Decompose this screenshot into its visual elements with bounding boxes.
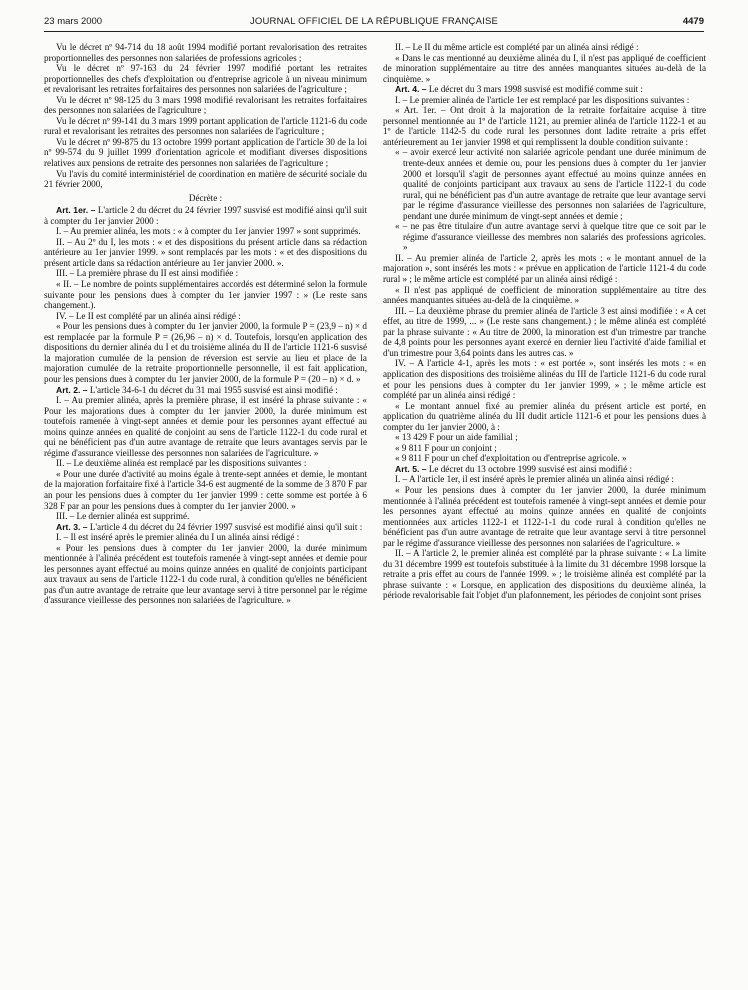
quoted-paragraph: « Pour les pensions dues à compter du 1er janvier 2000, la durée minimum mentionnée à l'alinéa précédent est toutefois ramenée à vingt-sept années et demie pour les personnes ayant effectué au moins quinze années en qualité de conjoints participant aux travaux au sens de l'article 1122-1 du code rural, à condition qu'elles ne bénéficient pas d'un autre avantage de retraite que leur avantage servi à titre personnel par le régime d'assurance vieillesse des personnes non salariées de l'agriculture. » bbox=[44, 542, 367, 606]
header-rule bbox=[44, 31, 704, 32]
quoted-paragraph: « Art. 1er. – Ont droit à la majoration de la retraite forfaitaire acquise à titre personnel mentionnée au 1º de l'article 1121, au premier alinéa de l'article 1122-1 et au 1º de l'article 1142-5 du code rural les personnes dont ladite retraite a pris effet antérieurement au 1er janvier 1998 et qui remplissent la double condition suivante : bbox=[383, 105, 706, 147]
quoted-paragraph: « Dans le cas mentionné au deuxième alinéa du I, il n'est pas appliqué de coefficient de minoration supplémentaire au titre des années manquantes situées au-delà de la cinquième. » bbox=[383, 52, 706, 84]
page-header bbox=[44, 16, 704, 30]
quoted-paragraph: « Pour les pensions dues à compter du 1er janvier 2000, la durée minimum mentionnée à l'alinéa précédent est toutefois ramenée à vingt-sept années et demie pour les personnes ayant effectué au moins quinze années en qualité de conjoints mentionnées aux articles 1122-1 et 1122-1-1 du code rural à condition qu'elles ne bénéficient pas d'un autre avantage de retraite que leur avantage servi à titre personnel par le régime d'assurance vieillesse des personnes non salariées de l'agriculture. » bbox=[383, 484, 706, 548]
decrete-heading: Décrète : bbox=[188, 192, 223, 203]
clause-paragraph: II. – Au 2º du I, les mots : « et des dispositions du présent article dans sa rédaction antérieure au 1er janvier 1999. » sont remplacés par les mots : « et des dispositions du présent article dans sa rédaction antérieure au 1er janvier 2000. ». bbox=[44, 236, 367, 268]
quoted-paragraph: « Pour les pensions dues à compter du 1er janvier 2000, la formule P = (23,9 – n) × d est remplacée par la formule P = (26,96 – n) × d. Toutefois, lorsqu'en application des dispositions du dernier alinéa du I et du troisième alinéa du II de l'article 1121-6 susvisé la majoration cumulée de la pension de réversion est servie au lieu et place de la majoration cumulée de la retraite proportionnelle personnelle, il est fait application, pour les pensions dues à compter du 1er janvier 2000, de la formule P = (20 – n) × d. » bbox=[44, 321, 367, 384]
article-3 bbox=[44, 522, 367, 533]
clause-paragraph: I. – Il est inséré après le premier alinéa du I un alinéa ainsi rédigé : bbox=[56, 532, 300, 543]
amount-line: « 9 811 F pour un chef d'exploitation ou d'entreprise agricole. » bbox=[395, 453, 627, 464]
header-journal-title: JOURNAL OFFICIEL DE LA RÉPUBLIQUE FRANÇAISE bbox=[249, 16, 499, 27]
clause-paragraph: IV. – A l'article 4-1, après les mots : « est portée », sont insérés les mots : « en application des dispositions des troisième alinéas du III de l'article 1121-6 du code rural et pour les pensions dues à compter du 1er janvier 1999, » ; le même article est complété par un alinéa ainsi rédigé : bbox=[383, 358, 706, 401]
article-2 bbox=[44, 385, 367, 396]
article-label: Art. 2. – bbox=[56, 384, 88, 395]
clause-paragraph: II. – Au premier alinéa de l'article 2, après les mots : « le montant annuel de la majoration », sont insérés les mots : « prévue en application de l'article 1121-4 du code rural » ; le même article est complété par un alinéa ainsi rédigé : bbox=[383, 252, 706, 285]
article-label: Art. 5. – bbox=[395, 463, 427, 474]
visa-paragraph: Vu l'avis du comité interministériel de coordination en matière de sécurité sociale du 21 février 2000, bbox=[44, 168, 367, 190]
visa-paragraph: Vu le décret nº 99-875 du 13 octobre 1999 portant application de l'article 30 de la loi nº 99-574 du 9 juillet 1999 d'orientation agricole et modifiant diverses dispositions relatives aux pensions de retraite des personnes non salariées de l'agriculture ; bbox=[44, 136, 367, 169]
visa-paragraph: Vu le décret nº 98-125 du 3 mars 1998 modifié revalorisant les retraites forfaitaires des personnes non salariées de l'agriculture ; bbox=[44, 94, 367, 116]
clause-paragraph: I. – Au premier alinéa, les mots : « à compter du 1er janvier 1997 » sont supprimés. bbox=[56, 226, 361, 237]
article-label: Art. 3. – bbox=[56, 521, 88, 532]
article-5 bbox=[383, 464, 706, 475]
clause-paragraph: II. – Le II du même article est complété par un alinéa ainsi rédigé : bbox=[395, 42, 639, 52]
header-page-number: 4479 bbox=[682, 16, 704, 27]
clause-paragraph: I. – A l'article 1er, il est inséré après le premier alinéa un alinéa ainsi rédigé : bbox=[395, 474, 674, 485]
clause-paragraph: III. – La deuxième phrase du premier alinéa de l'article 3 est ainsi modifiée : « A cet effet, au titre de 1999, ... » (Le reste sans changement.) ; le même alinéa est complété par la phrase suivante : « Au titre de 2000, la minoration est d'un trimestre par tranche de 4,8 points pour les personnes ayant exercé en dernier lieu l'activité d'aide familial et d'un trimestre pour 3,64 points dans les autres cas. » bbox=[383, 305, 706, 358]
left-column bbox=[44, 42, 367, 606]
bullet-item: « – avoir exercé leur activité non salariée agricole pendant une durée minimum de trente-deux années et demie ou, pour les pensions dues à compter du 1er janvier 2000 et lorsqu'il s'agit de personnes ayant effectué au moins quinze années en qualité de conjoints participant aux travaux au sens de l'article 1122-1 du code rural, qui ne bénéficient pas d'un autre avantage de retraite que leur avantage servi par le régime d'assurance vieillesse des personnes non salariées de l'agriculture, pendant une durée minimum de vingt-sept années et demie ; bbox=[395, 147, 706, 221]
visa-paragraph: Vu le décret nº 99-141 du 3 mars 1999 portant application de l'article 1121-6 du code rural et revalorisant les retraites des personnes non salariées de l'agriculture ; bbox=[44, 115, 367, 137]
header-date: 23 mars 2000 bbox=[44, 16, 103, 27]
quoted-paragraph: « Le montant annuel fixé au premier alinéa du présent article est porté, en application du quatrième alinéa du III dudit article 1121-6 et pour les pensions dues à compter du 1er janvier 2000, à : bbox=[383, 400, 706, 432]
right-column bbox=[383, 42, 706, 601]
visa-paragraph: Vu le décret nº 97-163 du 24 février 1997 modifié portant les retraites proportionnelles des chefs d'exploitation ou d'entreprise agricole à un niveau minimum et revalorisant les retraites forfaitaires des personnes non salariées de l'agriculture ; bbox=[44, 63, 367, 95]
clause-paragraph: II. – Le deuxième alinéa est remplacé par les dispositions suivantes : bbox=[56, 458, 307, 469]
article-text: L'article 4 du décret du 24 février 1997 susvisé est modifié ainsi qu'il suit : bbox=[87, 521, 363, 532]
clause-paragraph: II. – A l'article 2, le premier alinéa est complété par la phrase suivante : « La limite du 31 décembre 1999 est toutefois substituée à la limite du 31 décembre 1998 lorsque la retraite a pris effet au cours de l'année 1999. » ; le troisième alinéa est complété par la phrase suivante : « Lorsque, en application des dispositions du deuxième alinéa, la période revalorisable fait l'objet d'un plafonnement, les périodes de conjoint sont prises bbox=[383, 548, 706, 601]
article-text: Le décret du 3 mars 1998 susvisé est modifié comme suit : bbox=[426, 84, 643, 95]
amount-line: « 13 429 F pour un aide familial ; bbox=[395, 432, 518, 443]
quoted-paragraph: « Il n'est pas appliqué de coefficient de minoration supplémentaire au titre des années manquantes situées au-delà de la cinquième. » bbox=[383, 284, 706, 306]
clause-paragraph: I. – Le premier alinéa de l'article 1er est remplacé par les dispositions suivantes : bbox=[395, 94, 690, 105]
quoted-paragraph: « II. – Le nombre de points supplémentaires accordés est déterminé selon la formule suivante pour les pensions dues à compter du 1er janvier 1997 : » (Le reste sans changement.). bbox=[44, 279, 367, 311]
clause-paragraph: III. – Le dernier alinéa est supprimé. bbox=[56, 511, 190, 522]
clause-paragraph: III. – La première phrase du II est ainsi modifiée : bbox=[56, 268, 239, 279]
article-label: Art. 4. – bbox=[395, 84, 427, 95]
article-4 bbox=[383, 84, 706, 95]
article-text: Le décret du 13 octobre 1999 susvisé est ainsi modifié : bbox=[426, 463, 633, 474]
article-text: L'article 34-6-1 du décret du 31 mai 1955 susvisé est ainsi modifié : bbox=[87, 384, 338, 395]
article-label: Art. 1er. – bbox=[56, 205, 96, 216]
article-text: L'article 2 du décret du 24 février 1997 susvisé est modifié ainsi qu'il suit à compter du 1er janvier 2000 : bbox=[44, 205, 367, 226]
quoted-paragraph: « Pour une durée d'activité au moins égale à trente-sept années et demie, le montant de la majoration forfaitaire fixé à l'article 34-6 est augmenté de la somme de 3 870 F par an pour les pensions dues à compter du 1er janvier 1999 : cette somme est portée à 6 328 F par an pour les pensions dues à compter du 1er janvier 2000. » bbox=[44, 468, 367, 511]
article-1 bbox=[44, 205, 367, 226]
clause-paragraph: IV. – Le II est complété par un alinéa ainsi rédigé : bbox=[56, 310, 241, 321]
clause-paragraph: I. – Au premier alinéa, après la première phrase, il est inséré la phrase suivante : « Pour les majorations dues à compter du 1er janvier 2000, la durée minimum est toutefois ramenée à vingt-sept années et demie pour les personnes ayant effectué au moins quinze années en qualité de conjoint au sens de l'article 1122-1 du code rural et qui ne bénéficient pas d'un autre avantage de retraite que leurs avantages servis par le régime d'assurance vieillesse des personnes non salariées de l'agriculture. » bbox=[44, 395, 367, 458]
bullet-item: « – ne pas être titulaire d'un autre avantage servi à quelque titre que ce soit par le régime d'assurance vieillesse des membres non salariés des professions agricoles. » bbox=[395, 221, 706, 253]
visa-paragraph: Vu le décret nº 94-714 du 18 août 1994 modifié portant revalorisation des retraites proportionnelles des personnes non salariées de professions agricoles ; bbox=[44, 42, 367, 63]
amount-line: « 9 811 F pour un conjoint ; bbox=[395, 442, 497, 453]
